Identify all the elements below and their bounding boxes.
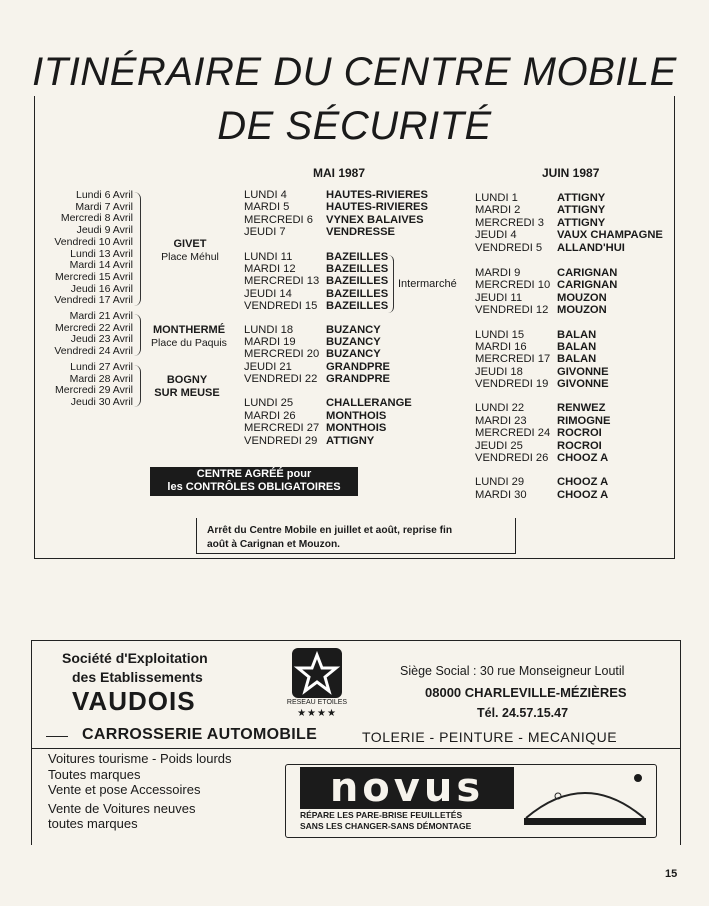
schedule-day: LUNDI 25 xyxy=(244,397,294,410)
schedule-row xyxy=(244,189,428,201)
schedule-town: GRANDPRE xyxy=(326,360,391,373)
schedule-town: BALAN xyxy=(557,340,597,353)
april-date: Mercredi 29 Avril xyxy=(54,384,133,397)
schedule-day: JEUDI 4 xyxy=(475,229,517,242)
address-city: 08000 CHARLEVILLE-MÉZIÈRES xyxy=(425,685,627,700)
notice-line2: août à Carignan et Mouzon. xyxy=(207,539,341,550)
schedule-town: BALAN xyxy=(557,328,597,341)
april-date: Vendredi 24 Avril xyxy=(54,345,133,358)
offers-list xyxy=(48,751,232,832)
schedule-row xyxy=(475,229,663,241)
place-sub: Place Méhul xyxy=(161,250,219,263)
schedule-day: MERCREDI 24 xyxy=(475,427,551,440)
schedule-row xyxy=(244,226,428,238)
agree-line1: CENTRE AGRÉÉ pour xyxy=(196,468,312,480)
schedule-day: MERCREDI 6 xyxy=(244,213,313,226)
schedule-town: BAZEILLES xyxy=(326,287,389,300)
place-sub: Place du Paquis xyxy=(151,336,227,349)
schedule-day: MERCREDI 10 xyxy=(475,279,551,292)
schedule-row xyxy=(475,279,663,291)
schedule-row xyxy=(244,435,428,447)
schedule-day: MERCREDI 17 xyxy=(475,353,551,366)
schedule-day: MARDI 2 xyxy=(475,204,521,217)
schedule-row xyxy=(244,410,428,422)
brace xyxy=(134,192,141,306)
april-date: Mardi 14 Avril xyxy=(69,259,133,272)
schedule-row xyxy=(475,366,663,378)
page-number: 15 xyxy=(665,868,678,880)
schedule-day: LUNDI 18 xyxy=(244,323,294,336)
schedule-row xyxy=(244,348,428,360)
schedule-town: VAUX CHAMPAGNE xyxy=(557,229,663,242)
schedule-day: JEUDI 11 xyxy=(475,291,523,304)
schedule-town: ALLAND'HUI xyxy=(557,241,625,254)
schedule-row xyxy=(475,378,663,390)
schedule-row xyxy=(244,324,428,336)
offer-line: Toutes marques xyxy=(48,766,141,782)
schedule-row xyxy=(244,373,428,385)
brace xyxy=(388,255,394,313)
juin-schedule xyxy=(475,192,663,501)
april-date: Vendredi 17 Avril xyxy=(54,294,133,307)
schedule-town: ATTIGNY xyxy=(326,434,375,447)
schedule-row xyxy=(475,341,663,353)
schedule-day: MARDI 5 xyxy=(244,201,290,214)
schedule-town: BAZEILLES xyxy=(326,262,389,275)
agree-line2: les CONTRÔLES OBLIGATOIRES xyxy=(167,481,341,493)
schedule-town: ATTIGNY xyxy=(557,192,606,204)
schedule-day: LUNDI 1 xyxy=(475,192,518,204)
april-date: Mardi 7 Avril xyxy=(75,200,133,213)
schedule-town: RENWEZ xyxy=(557,402,606,415)
april-date: Lundi 6 Avril xyxy=(75,189,133,201)
schedule-day: VENDREDI 26 xyxy=(475,452,549,465)
schedule-town: GIVONNE xyxy=(557,365,609,378)
schedule-day: MARDI 23 xyxy=(475,414,527,427)
schedule-town: BAZEILLES xyxy=(326,300,389,313)
schedule-row xyxy=(475,353,663,365)
april-dates-montherme xyxy=(54,311,133,358)
schedule-town: CHALLERANGE xyxy=(326,397,412,410)
april-date: Vendredi 10 Avril xyxy=(54,235,133,248)
schedule-row xyxy=(475,476,663,488)
schedule-town: CHOOZ A xyxy=(557,488,609,501)
juin-heading: JUIN 1987 xyxy=(542,166,600,180)
schedule-town: CARIGNAN xyxy=(557,266,618,279)
schedule-town: VENDRESSE xyxy=(326,226,396,239)
schedule-town: BUZANCY xyxy=(326,335,381,348)
schedule-town: CHOOZ A xyxy=(557,476,609,489)
schedule-day: LUNDI 4 xyxy=(244,189,287,201)
place-name: MONTHERMÉ xyxy=(152,324,226,336)
place-name: BOGNY xyxy=(166,374,208,386)
schedule-day: MARDI 30 xyxy=(475,488,527,501)
tagline-line2: SANS LES CHANGER-SANS DÉMONTAGE xyxy=(300,821,472,831)
april-date: Jeudi 30 Avril xyxy=(70,396,133,409)
brace xyxy=(134,365,141,407)
schedule-day: JEUDI 7 xyxy=(244,226,286,239)
place-name: GIVET xyxy=(173,238,207,250)
schedule-day: JEUDI 14 xyxy=(244,287,292,300)
place-givet xyxy=(150,238,230,263)
schedule-row xyxy=(475,292,663,304)
schedule-day: VENDREDI 12 xyxy=(475,304,549,317)
schedule-row xyxy=(244,422,428,434)
schedule-town: MOUZON xyxy=(557,291,607,304)
schedule-town: BAZEILLES xyxy=(326,250,389,263)
schedule-town: BAZEILLES xyxy=(326,275,389,288)
windshield-icon xyxy=(520,772,650,830)
place-sub: SUR MEUSE xyxy=(154,386,220,399)
schedule-row xyxy=(475,427,663,439)
company-name: VAUDOIS xyxy=(72,686,196,716)
schedule-town: HAUTES-RIVIERES xyxy=(326,201,428,214)
schedule-town: ATTIGNY xyxy=(557,216,606,229)
april-date: Mercredi 8 Avril xyxy=(60,212,133,225)
schedule-town: RIMOGNE xyxy=(557,414,611,427)
schedule-row xyxy=(244,251,428,263)
services-line: TOLERIE - PEINTURE - MECANIQUE xyxy=(362,729,618,745)
novus-tagline xyxy=(300,810,471,832)
schedule-day: LUNDI 29 xyxy=(475,476,525,489)
schedule-row xyxy=(244,397,428,409)
notice-line1: Arrêt du Centre Mobile en juillet et août, reprise fin xyxy=(207,525,453,536)
schedule-row xyxy=(244,214,428,226)
schedule-day: JEUDI 21 xyxy=(244,360,292,373)
schedule-row xyxy=(475,204,663,216)
tagline-line1: RÉPARE LES PARE-BRISE FEUILLETÉS xyxy=(300,810,463,820)
schedule-day: MERCREDI 27 xyxy=(244,422,320,435)
schedule-town: HAUTES-RIVIERES xyxy=(326,189,428,201)
schedule-town: CARIGNAN xyxy=(557,279,618,292)
offer-line: toutes marques xyxy=(48,816,138,831)
april-date: Mercredi 15 Avril xyxy=(54,270,133,283)
brace xyxy=(134,314,141,356)
schedule-town: MOUZON xyxy=(557,304,607,317)
schedule-day: VENDREDI 22 xyxy=(244,373,318,386)
divider xyxy=(46,736,68,737)
intermarche-label: Intermarché xyxy=(398,278,457,290)
schedule-day: MERCREDI 13 xyxy=(244,275,320,288)
offer-line: Vente de Voitures neuves xyxy=(48,800,196,816)
april-date: Mardi 21 Avril xyxy=(69,310,133,322)
offer-line: Vente et pose Accessoires xyxy=(48,782,201,797)
page-title-line2: DE SÉCURITÉ xyxy=(217,104,492,148)
place-bogny xyxy=(144,374,230,399)
reseau-etoiles-logo xyxy=(292,648,342,698)
schedule-day: VENDREDI 5 xyxy=(475,241,543,254)
april-dates-givet xyxy=(54,190,133,307)
april-date: Mardi 28 Avril xyxy=(69,372,133,385)
schedule-row xyxy=(244,300,428,312)
mai-heading: MAI 1987 xyxy=(313,166,366,180)
schedule-day: MARDI 12 xyxy=(244,262,296,275)
schedule-row xyxy=(475,217,663,229)
schedule-day: MARDI 26 xyxy=(244,409,296,422)
schedule-row xyxy=(244,336,428,348)
mai-schedule xyxy=(244,189,428,447)
company-line1: Société d'Exploitation xyxy=(62,650,208,666)
schedule-row xyxy=(475,440,663,452)
schedule-row xyxy=(475,192,663,204)
offer-line: Voitures tourisme - Poids lourds xyxy=(48,751,232,766)
place-montherme xyxy=(144,324,234,349)
schedule-row xyxy=(475,402,663,414)
schedule-row xyxy=(244,361,428,373)
april-date: Jeudi 23 Avril xyxy=(70,333,133,346)
schedule-day: JEUDI 25 xyxy=(475,439,523,452)
april-date: Lundi 13 Avril xyxy=(70,247,133,260)
schedule-town: BUZANCY xyxy=(326,348,381,361)
schedule-day: LUNDI 15 xyxy=(475,328,525,341)
carrosserie-heading: CARROSSERIE AUTOMOBILE xyxy=(82,726,318,743)
april-dates-bogny xyxy=(55,362,133,409)
schedule-day: LUNDI 22 xyxy=(475,402,525,415)
company-line2: des Etablissements xyxy=(72,669,203,685)
schedule-day: MARDI 16 xyxy=(475,340,527,353)
april-date: Mercredi 22 Avril xyxy=(54,321,133,334)
schedule-town: VYNEX BALAIVES xyxy=(326,213,424,226)
schedule-row xyxy=(475,452,663,464)
siege-social: Siège Social : 30 rue Monseigneur Loutil xyxy=(400,664,625,678)
schedule-town: MONTHOIS xyxy=(326,422,387,435)
schedule-day: VENDREDI 29 xyxy=(244,434,318,447)
divider xyxy=(31,748,680,749)
centre-agree-badge xyxy=(150,467,358,496)
schedule-day: JEUDI 18 xyxy=(475,365,523,378)
logo-stars: ★★★★ xyxy=(297,708,337,719)
novus-logo: novus xyxy=(300,767,514,809)
schedule-town: BUZANCY xyxy=(326,323,381,336)
summer-notice xyxy=(196,518,516,554)
telephone: Tél. 24.57.15.47 xyxy=(477,706,569,720)
schedule-town: GIVONNE xyxy=(557,378,609,391)
schedule-town: ATTIGNY xyxy=(557,204,606,217)
schedule-row xyxy=(475,415,663,427)
schedule-row xyxy=(475,267,663,279)
schedule-town: BALAN xyxy=(557,353,597,366)
schedule-row xyxy=(475,242,663,254)
star-icon xyxy=(292,648,342,698)
schedule-day: MERCREDI 20 xyxy=(244,348,320,361)
schedule-row xyxy=(475,329,663,341)
april-date: Jeudi 9 Avril xyxy=(76,224,133,237)
schedule-town: CHOOZ A xyxy=(557,452,609,465)
schedule-day: VENDREDI 15 xyxy=(244,300,318,313)
april-date: Lundi 27 Avril xyxy=(70,361,133,373)
schedule-town: ROCROI xyxy=(557,427,602,440)
schedule-town: MONTHOIS xyxy=(326,409,387,422)
schedule-row xyxy=(475,489,663,501)
schedule-row xyxy=(244,263,428,275)
schedule-day: MERCREDI 3 xyxy=(475,216,544,229)
schedule-day: MARDI 19 xyxy=(244,335,296,348)
page-title-line1: ITINÉRAIRE DU CENTRE MOBILE xyxy=(32,50,677,94)
schedule-town: GRANDPRE xyxy=(326,373,391,386)
schedule-day: VENDREDI 19 xyxy=(475,378,549,391)
schedule-row xyxy=(244,201,428,213)
logo-caption: RESEAU ETOILES xyxy=(286,699,348,706)
schedule-day: LUNDI 11 xyxy=(244,250,293,263)
schedule-town: ROCROI xyxy=(557,439,602,452)
schedule-day: MARDI 9 xyxy=(475,266,521,279)
schedule-row xyxy=(475,304,663,316)
april-date: Jeudi 16 Avril xyxy=(70,282,133,295)
